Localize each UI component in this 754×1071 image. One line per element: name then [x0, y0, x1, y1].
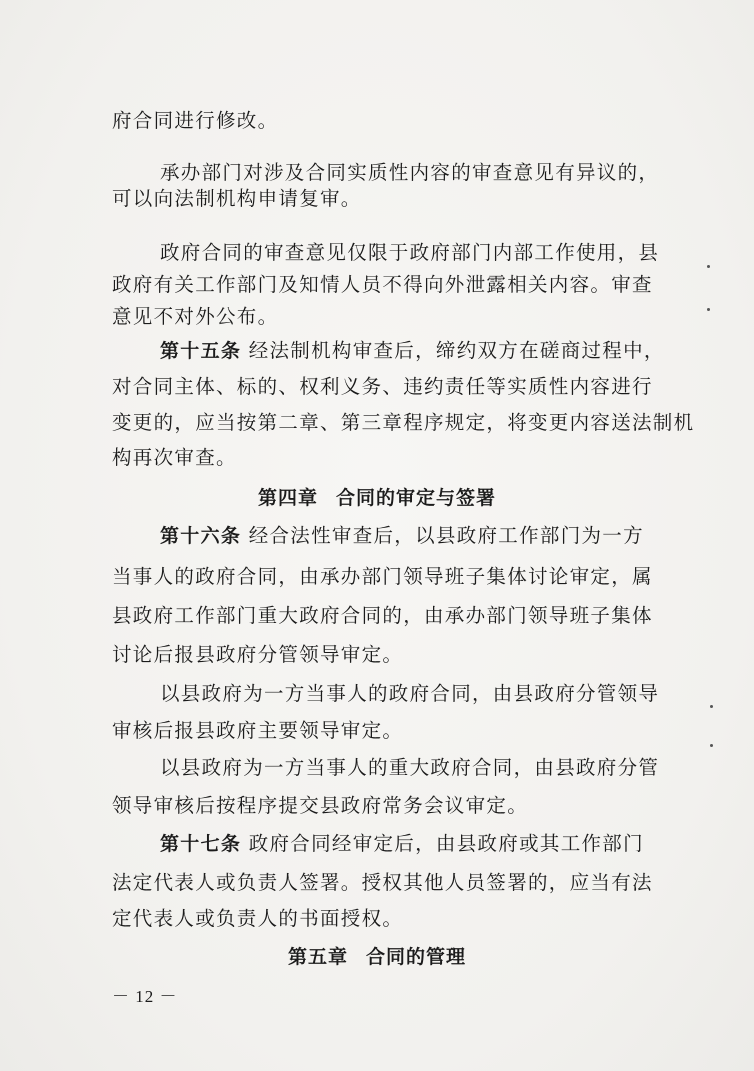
article-15-paragraph [160, 337, 665, 365]
text-line: 政府合同经审定后，由县政府或其工作部门 [248, 832, 644, 855]
text-line: 讨论后报县政府分管领导审定。 [112, 643, 404, 666]
text-line: 经法制机构审查后，缔约双方在磋商过程中， [248, 339, 665, 362]
scan-speck [707, 308, 710, 311]
text-line: 以县政府为一方当事人的重大政府合同，由县政府分管 [160, 756, 660, 779]
text-line: 审核后报县政府主要领导审定。 [112, 719, 404, 742]
text-line: 府合同进行修改。 [112, 109, 279, 132]
text-line: 定代表人或负责人的书面授权。 [112, 907, 404, 930]
text-line: 承办部门对涉及合同实质性内容的审查意见有异议的， [160, 161, 660, 184]
chapter-5-title: 合同的管理 [366, 946, 467, 968]
scan-speck [710, 705, 713, 708]
text-line: 法定代表人或负责人签署。授权其他人员签署的，应当有法 [112, 871, 653, 894]
chapter-4-title: 合同的审定与签署 [336, 487, 497, 509]
text-line: 县政府工作部门重大政府合同的，由承办部门领导班子集体 [112, 604, 653, 627]
text-line: 以县政府为一方当事人的政府合同，由县政府分管领导 [160, 682, 660, 705]
article-16-paragraph [160, 522, 644, 550]
scan-speck [707, 265, 710, 268]
text-line: 对合同主体、标的、权利义务、违约责任等实质性内容进行 [112, 375, 653, 398]
article-16-label: 第十六条 [160, 525, 242, 547]
text-line: 当事人的政府合同，由承办部门领导班子集体讨论审定，属 [112, 565, 653, 588]
chapter-4-number: 第四章 [257, 487, 318, 509]
text-line: 构再次审查。 [112, 446, 237, 469]
article-17-paragraph [160, 830, 644, 858]
text-line: 经合法性审查后，以县政府工作部门为一方 [248, 524, 644, 547]
text-line: 政府有关工作部门及知情人员不得向外泄露相关内容。审查 [112, 273, 653, 296]
text-line: 领导审核后按程序提交县政府常务会议审定。 [112, 794, 529, 817]
text-line: 政府合同的审查意见仅限于政府部门内部工作使用，县 [160, 241, 660, 264]
scan-speck [710, 744, 713, 747]
article-17-label: 第十七条 [160, 833, 242, 855]
article-15-label: 第十五条 [160, 340, 242, 362]
page-number: － 12 － [112, 987, 178, 1006]
chapter-5-number: 第五章 [287, 946, 348, 968]
text-line: 可以向法制机构申请复审。 [112, 187, 362, 210]
chapter-5-heading [0, 943, 754, 971]
chapter-4-heading [0, 484, 754, 512]
text-line: 意见不对外公布。 [112, 305, 279, 328]
text-line: 变更的，应当按第二章、第三章程序规定，将变更内容送法制机 [112, 411, 695, 434]
